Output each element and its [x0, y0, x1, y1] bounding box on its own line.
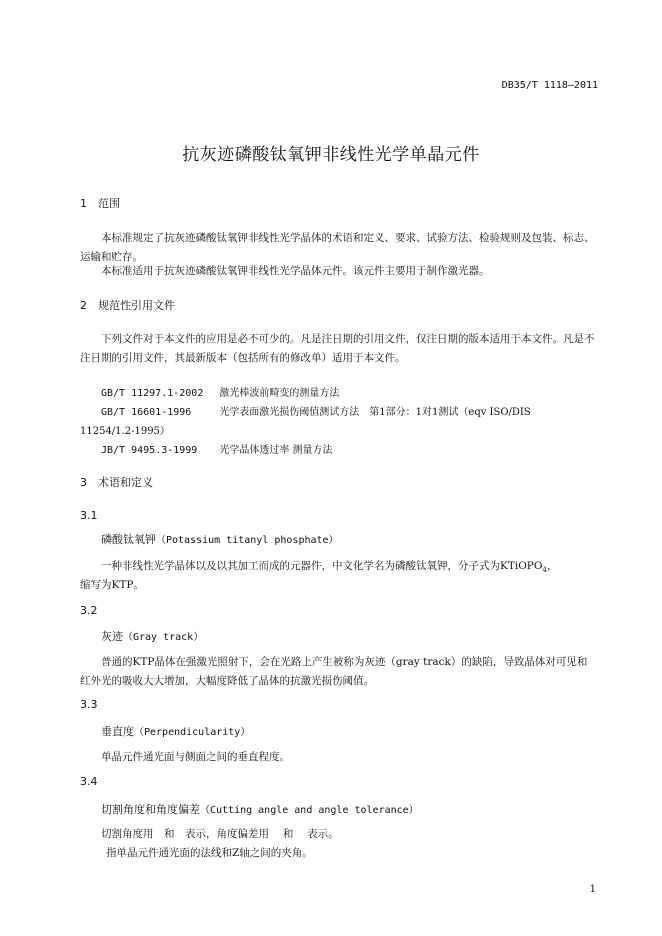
term-definition: 单晶元件通光面与侧面之间的垂直程度。 — [101, 751, 290, 763]
reference-title: 激光棒波前畸变的测量方法 — [219, 388, 340, 399]
term-number: 3.2 — [80, 604, 98, 617]
document-title: 抗灰迹磷酸钛氧钾非线性光学单晶元件 — [182, 145, 480, 165]
standard-number: DB35/T 1118—2011 — [501, 80, 598, 91]
section-number: 2 — [80, 299, 87, 312]
term-name: 垂直度 — [101, 725, 134, 738]
section-title: 范围 — [98, 197, 120, 210]
section-1-paragraph-1: 本标准规定了抗灰迹磷酸钛氧钾非线性光学晶体的术语和定义、要求、试验方法、检验规则及包装、标志、运输和贮存。 — [80, 232, 595, 263]
section-number: 3 — [80, 476, 87, 489]
term-number: 3.1 — [80, 509, 98, 522]
term-definition-continuation: 指单晶元件通光面的法线和Z轴之间的夹角。 — [106, 847, 313, 859]
reference-title: 光学晶体透过率 测量方法 — [219, 445, 333, 456]
section-2-heading — [80, 297, 175, 313]
reference-code: GB/T 11297.1-2002 — [101, 388, 204, 399]
reference-continuation: 11254/1.2-1995） — [80, 426, 170, 437]
reference-item — [101, 441, 333, 456]
reference-item — [101, 384, 339, 399]
section-title: 术语和定义 — [98, 476, 153, 489]
term-definition: 一种非线性光学晶体以及以其加工而成的元器件，中文化学名为磷酸钛氧钾，分子式为KTiOPO$_4$， — [101, 560, 558, 575]
term-definition: 普通的KTP晶体在强激光照射下，会在光路上产生被称为灰迹（gray track）的缺陷，导致晶体对可见和红外光的吸收大大增加，大幅度降低了晶体的抗激光损伤阈值。 — [80, 656, 588, 687]
term-definition-continuation: 缩写为KTP。 — [80, 579, 144, 591]
section-3-heading — [80, 474, 153, 490]
reference-item — [101, 403, 531, 418]
term-heading — [101, 531, 339, 547]
section-2-paragraph-1: 下列文件对于本文件的应用是必不可少的。凡是注日期的引用文件，仅注日期的版本适用于本文件。凡是不注日期的引用文件，其最新版本（包括所有的修改单）适用于本文件。 — [80, 333, 595, 364]
term-name: 灰迹 — [101, 630, 123, 643]
reference-code: JB/T 9495.3-1999 — [101, 445, 198, 456]
term-name: 切割角度和角度偏差 — [101, 803, 200, 816]
term-name: 磷酸钛氧钾 — [101, 533, 156, 546]
term-english: （Potassium titanyl phosphate） — [156, 535, 339, 546]
term-heading — [101, 628, 203, 644]
section-1-paragraph-2: 本标准适用于抗灰迹磷酸钛氧钾非线性光学晶体元件。该元件主要用于制作激光器。 — [101, 265, 490, 277]
term-number: 3.4 — [80, 775, 98, 788]
page-number: 1 — [589, 884, 596, 895]
section-number: 1 — [80, 197, 87, 210]
term-english: （Perpendicularity） — [134, 727, 251, 738]
term-definition: 切割角度用 和 表示，角度偏差用 和 表示。 — [101, 828, 339, 840]
term-english: （Gray track） — [123, 632, 204, 643]
term-heading — [101, 723, 250, 739]
reference-code: GB/T 16601-1996 — [101, 407, 192, 418]
section-1-heading — [80, 195, 120, 211]
term-number: 3.3 — [80, 698, 98, 711]
section-title: 规范性引用文件 — [98, 299, 175, 312]
reference-title: 光学表面激光损伤阈值测试方法 第1部分：1对1测试（eqv ISO/DIS — [219, 407, 531, 418]
term-english: （Cutting angle and angle tolerance） — [200, 805, 419, 816]
term-heading — [101, 801, 419, 817]
